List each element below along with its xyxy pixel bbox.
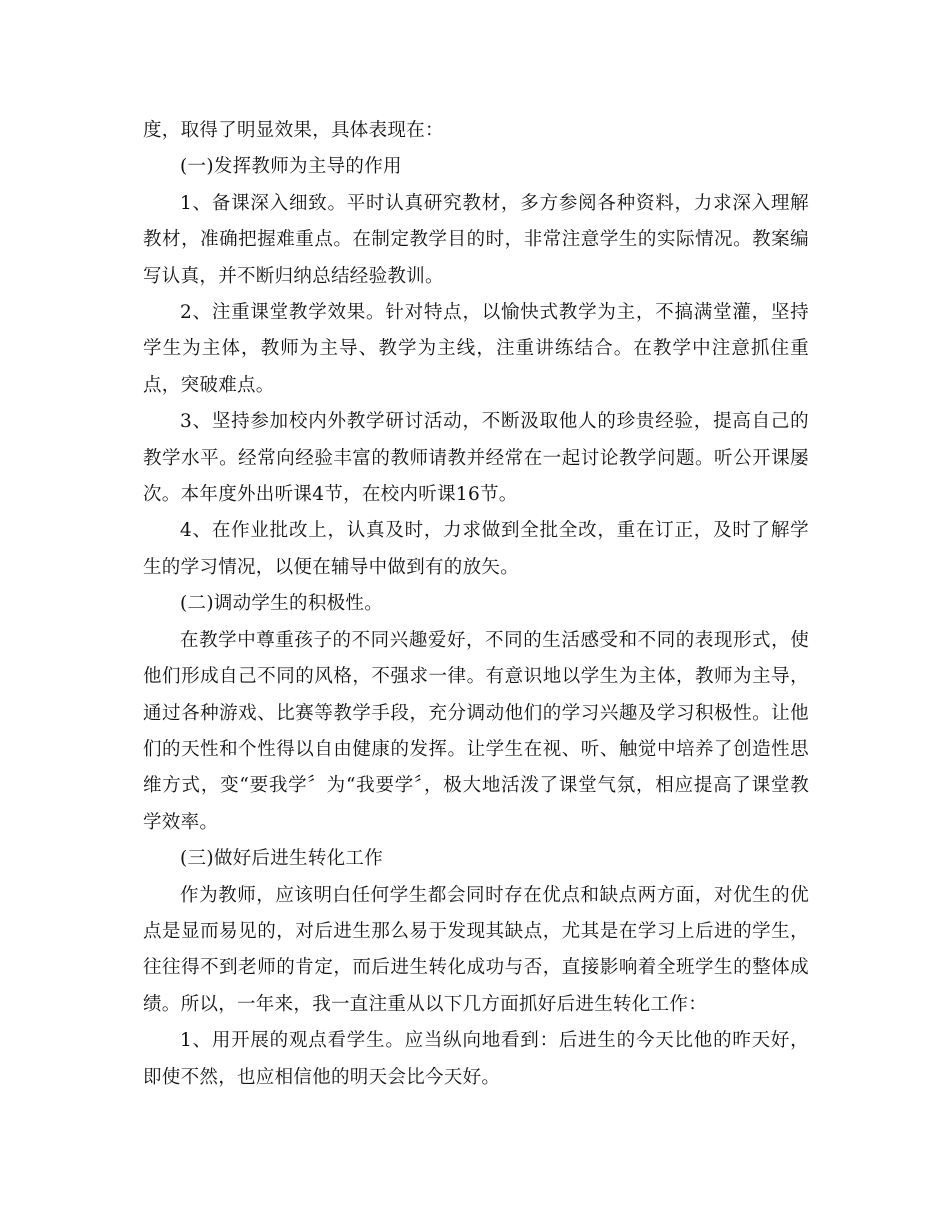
paragraph-classroom-effect: 2、注重课堂教学效果。针对特点，以愉快式教学为主，不搞满堂灌，坚持学生为主体，教师为主导、教学为主线，注重讲练结合。在教学中注意抓住重点，突破难点。 <box>143 302 809 396</box>
paragraph-homework-correction: 4、在作业批改上，认真及时，力求做到全批全改，重在订正，及时了解学生的学习情况，以便在辅导中做到有的放矢。 <box>143 520 809 578</box>
paragraph-intro-continuation: 度，取得了明显效果，具体表现在： <box>143 120 444 141</box>
paragraph-student-interests: 在教学中尊重孩子的不同兴趣爱好，不同的生活感受和不同的表现形式，使他们形成自己不同的风格，不强求一律。有意识地以学生为主体，教师为主导，通过各种游戏、比赛等教学手段，充分调动他们的学习兴趣及学习积极性。让他们的天性和个性得以自由健康的发挥。让学生在视、听、触觉中培养了创造性思维方式，变“要我学〞为“我要学〞，极大地活泼了课堂气氛，相应提高了课堂教学效率。 <box>143 629 809 833</box>
paragraph-teaching-research: 3、坚持参加校内外教学研讨活动，不断汲取他人的珍贵经验，提高自己的教学水平。经常向经验丰富的教师请教并经常在一起讨论教学问题。听公开课屡次。本年度外出听课4节，在校内听课16节。 <box>143 411 809 506</box>
paragraph-developmental-view: 1、用开展的观点看学生。应当纵向地看到：后进生的今天比他的昨天好，即使不然，也应相信他的明天会比今天好。 <box>143 1030 809 1088</box>
section-heading-student-motivation: (二)调动学生的积极性。 <box>180 593 384 615</box>
section-heading-teacher-leading-role: (一)发挥教师为主导的作用 <box>180 156 402 178</box>
document-page <box>143 113 809 1096</box>
paragraph-lesson-preparation: 1、备课深入细致。平时认真研究教材，多方参阅各种资料，力求深入理解教材，准确把握难重点。在制定教学目的时，非常注意学生的实际情况。教案编写认真，并不断归纳总结经验教训。 <box>143 192 809 287</box>
paragraph-strengths-weaknesses: 作为教师，应该明白任何学生都会同时存在优点和缺点两方面，对优生的优点是显而易见的，对后进生那么易于发现其缺点，尤其是在学习上后进的学生，往往得不到老师的肯定，而后进生转化成功与否，直接影响着全班学生的整体成绩。所以，一年来，我一直注重从以下几方面抓好后进生转化工作： <box>143 884 809 1015</box>
section-heading-underachiever-transformation: (三)做好后进生转化工作 <box>180 848 384 870</box>
